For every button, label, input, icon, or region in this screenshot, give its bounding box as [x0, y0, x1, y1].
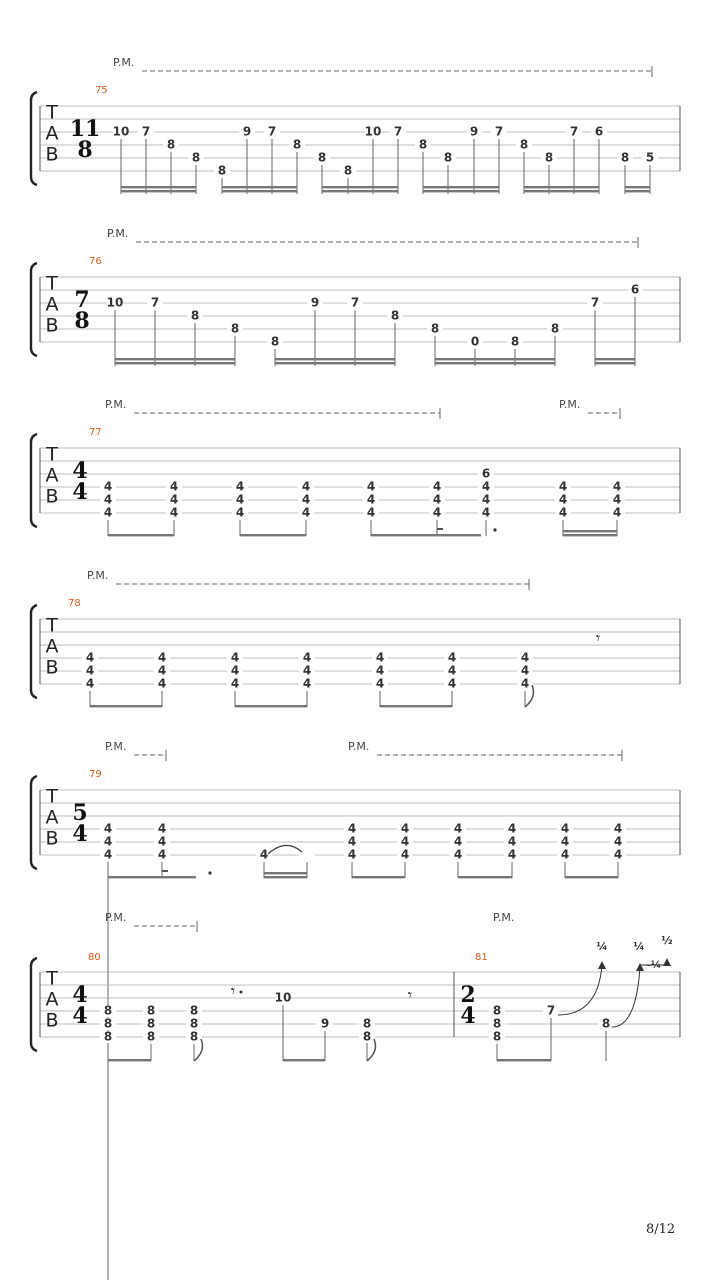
fret-number: 8: [146, 1003, 156, 1018]
fret-number: 7: [546, 1003, 556, 1018]
dot-mark: [493, 528, 496, 531]
fret-number: 4: [520, 650, 530, 665]
fret-number: 8: [362, 1029, 372, 1044]
time-signature-numerator: 2: [460, 982, 476, 1008]
fret-number: 8: [146, 1016, 156, 1031]
fret-number: 4: [347, 847, 357, 862]
fret-number: 7: [141, 124, 151, 139]
fret-number: 8: [430, 321, 440, 336]
tab-clef-letter: B: [45, 656, 59, 679]
fret-number: 4: [103, 847, 113, 862]
note-beam: [322, 190, 398, 192]
note-beam: [322, 186, 398, 188]
fret-number: 8: [519, 137, 529, 152]
fret-number: 8: [492, 1029, 502, 1044]
measure-number: 75: [95, 85, 108, 96]
eighth-rest: 𝄾: [595, 628, 601, 648]
note-beam: [458, 876, 512, 878]
tab-clef-letter: A: [45, 988, 59, 1011]
fret-number: 7: [350, 295, 360, 310]
fret-number: 4: [560, 847, 570, 862]
fret-number: 7: [393, 124, 403, 139]
fret-number: 4: [558, 492, 568, 507]
fret-number: 8: [317, 150, 327, 165]
fret-number: 9: [320, 1016, 330, 1031]
time-signature-numerator: 4: [72, 458, 88, 484]
fret-number: 4: [432, 505, 442, 520]
fret-number: 4: [453, 821, 463, 836]
fret-number: 4: [400, 847, 410, 862]
fret-number: 8: [620, 150, 630, 165]
palm-mute-label: P.M.: [87, 569, 109, 582]
fret-number: 4: [366, 492, 376, 507]
fret-number: 8: [189, 1003, 199, 1018]
fret-number: 4: [157, 834, 167, 849]
fret-number: 6: [481, 466, 491, 481]
fret-number: 4: [612, 479, 622, 494]
note-beam: [423, 186, 499, 188]
fret-number: 4: [169, 505, 179, 520]
bend-curve: [612, 967, 640, 1027]
note-beam: [563, 534, 617, 536]
tab-clef-letter: T: [46, 614, 58, 637]
fret-number: 4: [558, 505, 568, 520]
time-signature-numerator: 5: [72, 800, 88, 826]
note-beam: [275, 362, 395, 364]
fret-number: 8: [191, 150, 201, 165]
fret-number: 4: [507, 834, 517, 849]
bend-label: ¼: [633, 940, 645, 953]
eighth-rest: 𝄾: [230, 981, 236, 1001]
fret-number: 4: [453, 847, 463, 862]
fret-number: 8: [544, 150, 554, 165]
fret-number: 8: [217, 163, 227, 178]
tab-clef-letter: B: [45, 143, 59, 166]
system-bracket: [31, 958, 37, 1051]
note-beam: [108, 876, 196, 878]
fret-number: 4: [85, 663, 95, 678]
fret-number: 4: [103, 834, 113, 849]
tab-clef-letter: A: [45, 806, 59, 829]
fret-number: 4: [157, 663, 167, 678]
tab-clef-letter: A: [45, 293, 59, 316]
fret-number: 4: [235, 492, 245, 507]
dot-mark: [240, 991, 243, 994]
note-beam: [121, 190, 196, 192]
note-beam: [352, 876, 405, 878]
tab-clef-letter: B: [45, 827, 59, 850]
fret-number: 6: [630, 282, 640, 297]
fret-number: 8: [190, 308, 200, 323]
note-beam: [380, 705, 452, 707]
fret-number: 4: [302, 676, 312, 691]
fret-number: 4: [558, 479, 568, 494]
time-signature-numerator: 11: [69, 116, 101, 142]
fret-number: 4: [400, 834, 410, 849]
fret-number: 4: [366, 505, 376, 520]
time-signature-denominator: 4: [72, 1003, 88, 1029]
fret-number: 8: [510, 334, 520, 349]
fret-number: 8: [550, 321, 560, 336]
fret-number: 9: [310, 295, 320, 310]
tab-clef-letter: B: [45, 314, 59, 337]
fret-number: 4: [103, 492, 113, 507]
system-bracket: [31, 605, 37, 698]
fret-number: 8: [292, 137, 302, 152]
fret-number: 4: [612, 505, 622, 520]
fret-number: 10: [274, 990, 292, 1005]
note-beam: [115, 358, 235, 360]
fret-number: 4: [432, 479, 442, 494]
fret-number: 4: [520, 663, 530, 678]
fret-number: 4: [157, 821, 167, 836]
fret-number: 4: [230, 663, 240, 678]
fret-number: 7: [150, 295, 160, 310]
measure-number: 77: [89, 427, 102, 438]
bend-label: -¼: [646, 960, 662, 971]
fret-number: 4: [301, 492, 311, 507]
fret-number: 4: [560, 821, 570, 836]
fret-number: 4: [301, 479, 311, 494]
tab-clef-letter: B: [45, 485, 59, 508]
fret-number: 4: [613, 847, 623, 862]
fret-number: 8: [601, 1016, 611, 1031]
tab-clef-letter: T: [46, 101, 58, 124]
note-beam: [423, 190, 499, 192]
fret-number: 4: [85, 650, 95, 665]
fret-number: 4: [432, 492, 442, 507]
fret-number: 4: [613, 834, 623, 849]
system-bracket: [31, 92, 37, 185]
fret-number: 4: [447, 663, 457, 678]
rest-mark: [437, 528, 443, 530]
fret-number: 8: [230, 321, 240, 336]
fret-number: 8: [343, 163, 353, 178]
note-beam: [222, 190, 297, 192]
fret-number: 4: [347, 821, 357, 836]
fret-number: 4: [259, 847, 269, 862]
note-beam: [240, 534, 306, 536]
tie-arc: [268, 845, 302, 854]
fret-number: 8: [390, 308, 400, 323]
fret-number: 8: [146, 1029, 156, 1044]
fret-number: 8: [189, 1016, 199, 1031]
fret-number: 4: [400, 821, 410, 836]
fret-number: 8: [166, 137, 176, 152]
tab-clef-letter: T: [46, 967, 58, 990]
fret-number: 10: [364, 124, 382, 139]
time-signature-denominator: 8: [74, 308, 90, 334]
page-number: 8/12: [646, 1222, 676, 1237]
note-beam: [371, 534, 481, 536]
fret-number: 4: [520, 676, 530, 691]
dot-mark: [208, 871, 211, 874]
bend-arrow: [663, 958, 671, 966]
fret-number: 0: [470, 334, 480, 349]
fret-number: 4: [85, 676, 95, 691]
bend-label: ½: [661, 934, 673, 947]
bend-curve: [558, 965, 602, 1015]
fret-number: 4: [301, 505, 311, 520]
time-signature-denominator: 8: [77, 137, 93, 163]
fret-number: 4: [507, 847, 517, 862]
note-beam: [435, 358, 555, 360]
fret-number: 10: [106, 295, 124, 310]
time-signature-numerator: 7: [74, 287, 90, 313]
tab-clef-letter: T: [46, 443, 58, 466]
palm-mute-label: P.M.: [493, 911, 515, 924]
fret-number: 4: [453, 834, 463, 849]
fret-number: 4: [507, 821, 517, 836]
note-beam: [563, 530, 617, 532]
fret-number: 4: [157, 676, 167, 691]
fret-number: 8: [492, 1016, 502, 1031]
fret-number: 4: [375, 676, 385, 691]
system-bracket: [31, 434, 37, 527]
fret-number: 8: [103, 1029, 113, 1044]
note-beam: [275, 358, 395, 360]
tab-clef-letter: A: [45, 464, 59, 487]
fret-number: 7: [267, 124, 277, 139]
fret-number: 4: [169, 479, 179, 494]
fret-number: 8: [189, 1029, 199, 1044]
fret-number: 4: [235, 505, 245, 520]
fret-number: 4: [375, 663, 385, 678]
palm-mute-label: P.M.: [107, 227, 129, 240]
note-beam: [625, 190, 650, 192]
fret-number: 4: [613, 821, 623, 836]
fret-number: 4: [560, 834, 570, 849]
fret-number: 4: [103, 821, 113, 836]
time-signature-denominator: 4: [460, 1003, 476, 1029]
note-beam: [283, 1059, 325, 1061]
fret-number: 4: [157, 650, 167, 665]
bend-arrow: [636, 963, 644, 971]
fret-number: 4: [481, 492, 491, 507]
fret-number: 7: [494, 124, 504, 139]
note-beam: [595, 358, 635, 360]
note-beam: [108, 1059, 151, 1061]
note-beam: [115, 362, 235, 364]
fret-number: 4: [103, 505, 113, 520]
fret-number: 8: [362, 1016, 372, 1031]
fret-number: 4: [230, 676, 240, 691]
system-bracket: [31, 776, 37, 869]
fret-number: 4: [366, 479, 376, 494]
note-beam: [108, 534, 174, 536]
note-beam: [264, 876, 307, 878]
palm-mute-label: P.M.: [559, 398, 581, 411]
tab-clef-letter: B: [45, 1009, 59, 1032]
note-beam: [435, 362, 555, 364]
fret-number: 8: [418, 137, 428, 152]
fret-number: 7: [569, 124, 579, 139]
palm-mute-label: P.M.: [105, 740, 127, 753]
fret-number: 8: [103, 1016, 113, 1031]
fret-number: 6: [594, 124, 604, 139]
tab-clef-letter: A: [45, 122, 59, 145]
note-beam: [90, 705, 162, 707]
tab-clef-letter: A: [45, 635, 59, 658]
fret-number: 8: [492, 1003, 502, 1018]
fret-number: 4: [447, 676, 457, 691]
fret-number: 4: [103, 479, 113, 494]
note-beam: [264, 872, 307, 874]
fret-number: 5: [645, 150, 655, 165]
fret-number: 9: [242, 124, 252, 139]
note-beam: [595, 362, 635, 364]
palm-mute-label: P.M.: [348, 740, 370, 753]
note-beam: [625, 186, 650, 188]
fret-number: 4: [235, 479, 245, 494]
fret-number: 8: [270, 334, 280, 349]
note-beam: [121, 186, 196, 188]
fret-number: 4: [447, 650, 457, 665]
fret-number: 4: [157, 847, 167, 862]
palm-mute-label: P.M.: [105, 398, 127, 411]
fret-number: 4: [481, 505, 491, 520]
fret-number: 10: [112, 124, 130, 139]
fret-number: 4: [612, 492, 622, 507]
rest-mark: [162, 870, 168, 872]
measure-number: 80: [88, 952, 101, 963]
palm-mute-label: P.M.: [105, 911, 127, 924]
fret-number: 4: [481, 479, 491, 494]
time-signature-denominator: 4: [72, 821, 88, 847]
fret-number: 4: [375, 650, 385, 665]
fret-number: 9: [469, 124, 479, 139]
note-beam: [222, 186, 297, 188]
palm-mute-label: P.M.: [113, 56, 135, 69]
system-bracket: [31, 263, 37, 356]
measure-number: 78: [68, 598, 81, 609]
eighth-rest: 𝄾: [407, 985, 413, 1005]
fret-number: 8: [443, 150, 453, 165]
fret-number: 4: [347, 834, 357, 849]
fret-number: 4: [302, 650, 312, 665]
bend-arrow: [598, 961, 606, 969]
fret-number: 7: [590, 295, 600, 310]
tab-clef-letter: T: [46, 272, 58, 295]
note-beam: [235, 705, 307, 707]
measure-number: 79: [89, 769, 102, 780]
note-beam: [524, 186, 599, 188]
fret-number: 4: [169, 492, 179, 507]
fret-number: 8: [103, 1003, 113, 1018]
measure-number: 76: [89, 256, 102, 267]
note-beam: [524, 190, 599, 192]
bend-label: ¼: [596, 940, 608, 953]
note-beam: [565, 876, 618, 878]
time-signature-numerator: 4: [72, 982, 88, 1008]
note-beam: [497, 1059, 551, 1061]
measure-number: 81: [475, 952, 488, 963]
fret-number: 4: [230, 650, 240, 665]
fret-number: 4: [302, 663, 312, 678]
time-signature-denominator: 4: [72, 479, 88, 505]
tab-clef-letter: T: [46, 785, 58, 808]
